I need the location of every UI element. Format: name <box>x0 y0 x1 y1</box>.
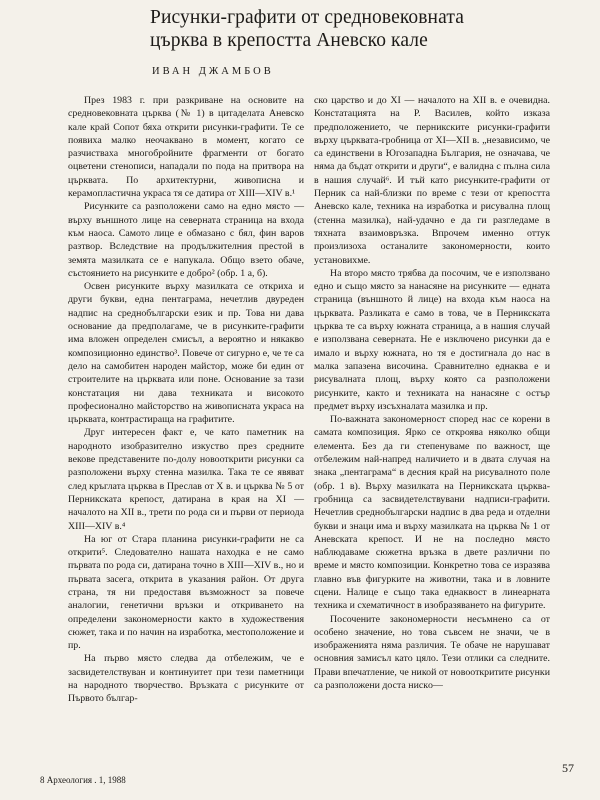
paragraph: По-важната закономерност според нас се корени в самата композиция. Ярко се откроява няколко общи елемента. Без да ги степенуваме по важност, ще отбележим най-напред наличието и в двата случая на знака „пентаграма“ в десния край на рисувалното поле (обр. 1 в). Върху мазилката на Перникската църква-гробница са засвидетелствувани надписи-графити. Нечетлив среднобългарски надпис в два реда и отделни букви и знаци има и върху мазилката на църква № 1 от Аневската крепост. И не на последно място наблюдаваме сюжетна връзка в двете различни по време и място композиции. Конкретно това се изразява главно във фигурките на животни, така и в ловните сцени. Налице е също така еднаквост в линеарната техника и схематичност в изобразяването на фигурите. <box>314 414 550 612</box>
paragraph: През 1983 г. при разкриване на основите на средновековната църква (№ 1) в цитаделата Аневско кале край Сопот бяха открити рисунки-графити. Те се появиха малко неочаквано в момент, когато се разчистваха многобройните фрагменти от богато оцветени стенописи, нападали по пода на притвора на църквата. По архитектурни, живописна и керамопластична украса тя се датира от XIII—XIV в.¹ <box>68 95 304 200</box>
page-number: 57 <box>562 761 574 775</box>
paragraph: ско царство и до XI — началото на XII в. е очевидна. Констатацията на Р. Василев, който изказа предположението, че перникските рисунки-графити върху църквата-гробница от XI—XII в. „независимо, че са единствени в Югозападна България, не означава, че няма да бъдат открити и други“, е валидна с пълна сила в нашия случай⁶. И тъй като рисунките-графити от Перник са най-близки по време с тези от крепостта Аневско кале, техника на изработка и рисувална площ (стенна мазилка), най-удачно е да ги разгледаме в тяхната взаимовръзка. Впрочем именно оттук произлизоха останалите закономерности, които установихме. <box>314 95 550 266</box>
paragraph: На юг от Стара планина рисунки-графити не са открити⁵. Следователно нашата находка е не само първата по рода си, датирана точно в XIII—XIV в., но и първата засега, открита в указания район. От друга страна, тя ни предоставя възможност за повече аналогии, генетични връзки и откриването на определени закономерности както в художествения сюжет, така и по начин на изработка, местоположение и пр. <box>68 533 304 652</box>
article-title <box>150 6 570 52</box>
left-column <box>68 94 304 706</box>
author-name: ИВАН ДЖАМБОВ <box>152 66 274 77</box>
right-column <box>314 94 550 692</box>
paragraph: На първо място следва да отбележим, че е засвидетелствуван и континуитет при тези паметници на народното творчество. Връзката с рисунките от Първото българ- <box>68 653 304 705</box>
paragraph: Освен рисунките върху мазилката се откриха и други букви, една пентаграма, нечетлив двуреден надпис на среднобългарски език и пр. Това ни дава основание да предполагаме, че в рисунките-графити има вложен определен смисъл, а вероятно и някакво композиционно единство³. Повече от сигурно е, че те са дело на самобитен народен майстор, може би един от строителите на църквата или поне. Основание за тази констатация ни дава техниката и високото професионално майсторство на живописната украса на църквата, контрастираща на графитите. <box>68 281 304 426</box>
paragraph: На второ място трябва да посочим, че е използвано едно и също място за нанасяне на рисунките — едната страница (външното й лице) на входа към наоса на църквата. Разликата е само в това, че в Перникската църква те са върху южната страница, а в нашия случай е използвана северната. Не е изключено рисунки да е имало и върху южната, но тя е достигнала до нас в малка запазена височина. Сравнително еднаква е и рисувалната площ, върху която са разположени рисунките, както и техниката на нанасяне с остър предмет върху изсъхналата мазилка и пр. <box>314 267 550 412</box>
title-line-1: Рисунки-графити от средновековната <box>150 7 464 28</box>
paragraph: Рисунките са разположени само на едно място — върху външното лице на северната страница на входа към наоса. Самото лице е обмазано с бял, фин варов разтвор. Вследствие на продължителния престой в земята мазилката се е напукала. Общо взето обаче, състоянието на рисунките е добро² (обр. 1 а, б). <box>68 201 304 279</box>
paragraph: Друг интересен факт е, че като паметник на народното изобразително изкуство през средните векове представените по-долу новооткрити рисунки са разположени върху стенна мазилка. Така те се явяват след кръглата църква в Преслав от X в. и църква № 5 от Перникската крепост, датирана в края на XI — началото на XII в., трети по рода си и първи от периода XIII—XIV в.⁴ <box>68 427 304 532</box>
paragraph: Посочените закономерности несъмнено са от особено значение, но това съвсем не значи, че в изображенията няма различия. Те обаче не нарушават основния замисъл като цяло. Тези отлики са следните. Прави впечатление, че никой от новооткритите рисунки са разположени доста нискo— <box>314 613 550 692</box>
journal-footer: 8 Археология . 1, 1988 <box>40 775 126 785</box>
title-line-2: църква в крепостта Аневско кале <box>150 30 428 51</box>
